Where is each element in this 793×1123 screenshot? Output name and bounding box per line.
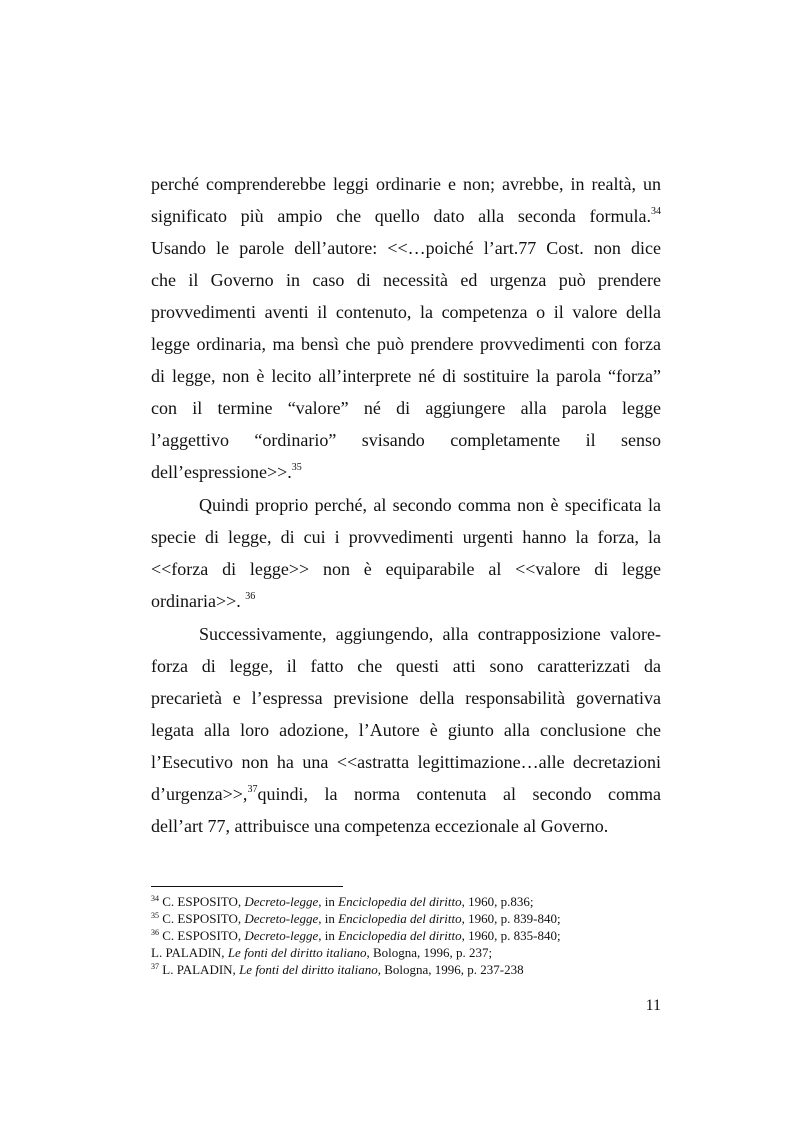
body-line: che il Governo in caso di necessità ed urgenza può prendere (151, 270, 661, 290)
body-line: l’aggettivo “ordinario” svisando completamente il senso (151, 430, 661, 450)
body-line: <<forza di legge>> non è equiparabile al <<valore di legge (151, 559, 661, 579)
body-line: con il termine “valore” né di aggiungere alla parola legge (151, 398, 661, 418)
footnote: $^{36}$ C. ESPOSITO, Decreto-legge, in Enciclopedia del diritto, 1960, p. 835-840; (151, 928, 561, 943)
footnote-ref: 35 (291, 462, 302, 473)
body-line: specie di legge, di cui i provvedimenti urgenti hanno la forza, la (151, 527, 661, 547)
footnote: $^{34}$ C. ESPOSITO, Decreto-legge, in Enciclopedia del diritto, 1960, p.836; (151, 894, 534, 909)
body-line: forza di legge, il fatto che questi atti sono caratterizzati da (151, 656, 661, 676)
body-line: legge ordinaria, ma bensì che può prendere provvedimenti con forza (151, 334, 661, 354)
body-line: Quindi proprio perché, al secondo comma non è specificata la (199, 495, 661, 515)
body-line: l’Esecutivo non ha una <<astratta legittimazione…alle decretazioni (151, 752, 661, 772)
body-line: di legge, non è lecito all’interprete né di sostituire la parola “forza” (151, 366, 661, 386)
footnote-ref: 36 (245, 591, 256, 602)
page-number: 11 (645, 997, 661, 1014)
body-line: provvedimenti aventi il contenuto, la competenza o il valore della (151, 302, 661, 322)
body-line: significato più ampio che quello dato alla seconda formula.$^{34}$ (151, 206, 661, 226)
body-line: precarietà e l’espressa previsione della responsabilità governativa (151, 688, 661, 708)
footnote-ref: 37 (247, 784, 258, 795)
footnote: $^{37}$ L. PALADIN, Le fonti del diritto italiano, Bologna, 1996, p. 237-238 (151, 962, 524, 977)
body-line: ordinaria>>. $^{36}$ (151, 591, 256, 611)
body-line: d’urgenza>>,$^{37}$quindi, la norma contenuta al secondo comma (151, 784, 661, 804)
footnote-separator (151, 886, 343, 887)
footnote-ref: 34 (651, 206, 661, 217)
footnote: $^{35}$ C. ESPOSITO, Decreto-legge, in Enciclopedia del diritto, 1960, p. 839-840; (151, 911, 561, 926)
body-line: legata alla loro adozione, l’Autore è giunto alla conclusione che (151, 720, 661, 740)
body-line: Usando le parole dell’autore: <<…poiché l’art.77 Cost. non dice (151, 238, 661, 258)
body-line: perché comprenderebbe leggi ordinarie e non; avrebbe, in realtà, un (151, 174, 661, 194)
body-line: dell’espressione>>.$^{35}$ (151, 462, 302, 482)
footnote: L. PALADIN, Le fonti del diritto italiano, Bologna, 1996, p. 237; (151, 945, 493, 960)
body-line: Successivamente, aggiungendo, alla contrapposizione valore- (199, 624, 661, 644)
body-line: dell’art 77, attribuisce una competenza eccezionale al Governo. (151, 816, 609, 836)
